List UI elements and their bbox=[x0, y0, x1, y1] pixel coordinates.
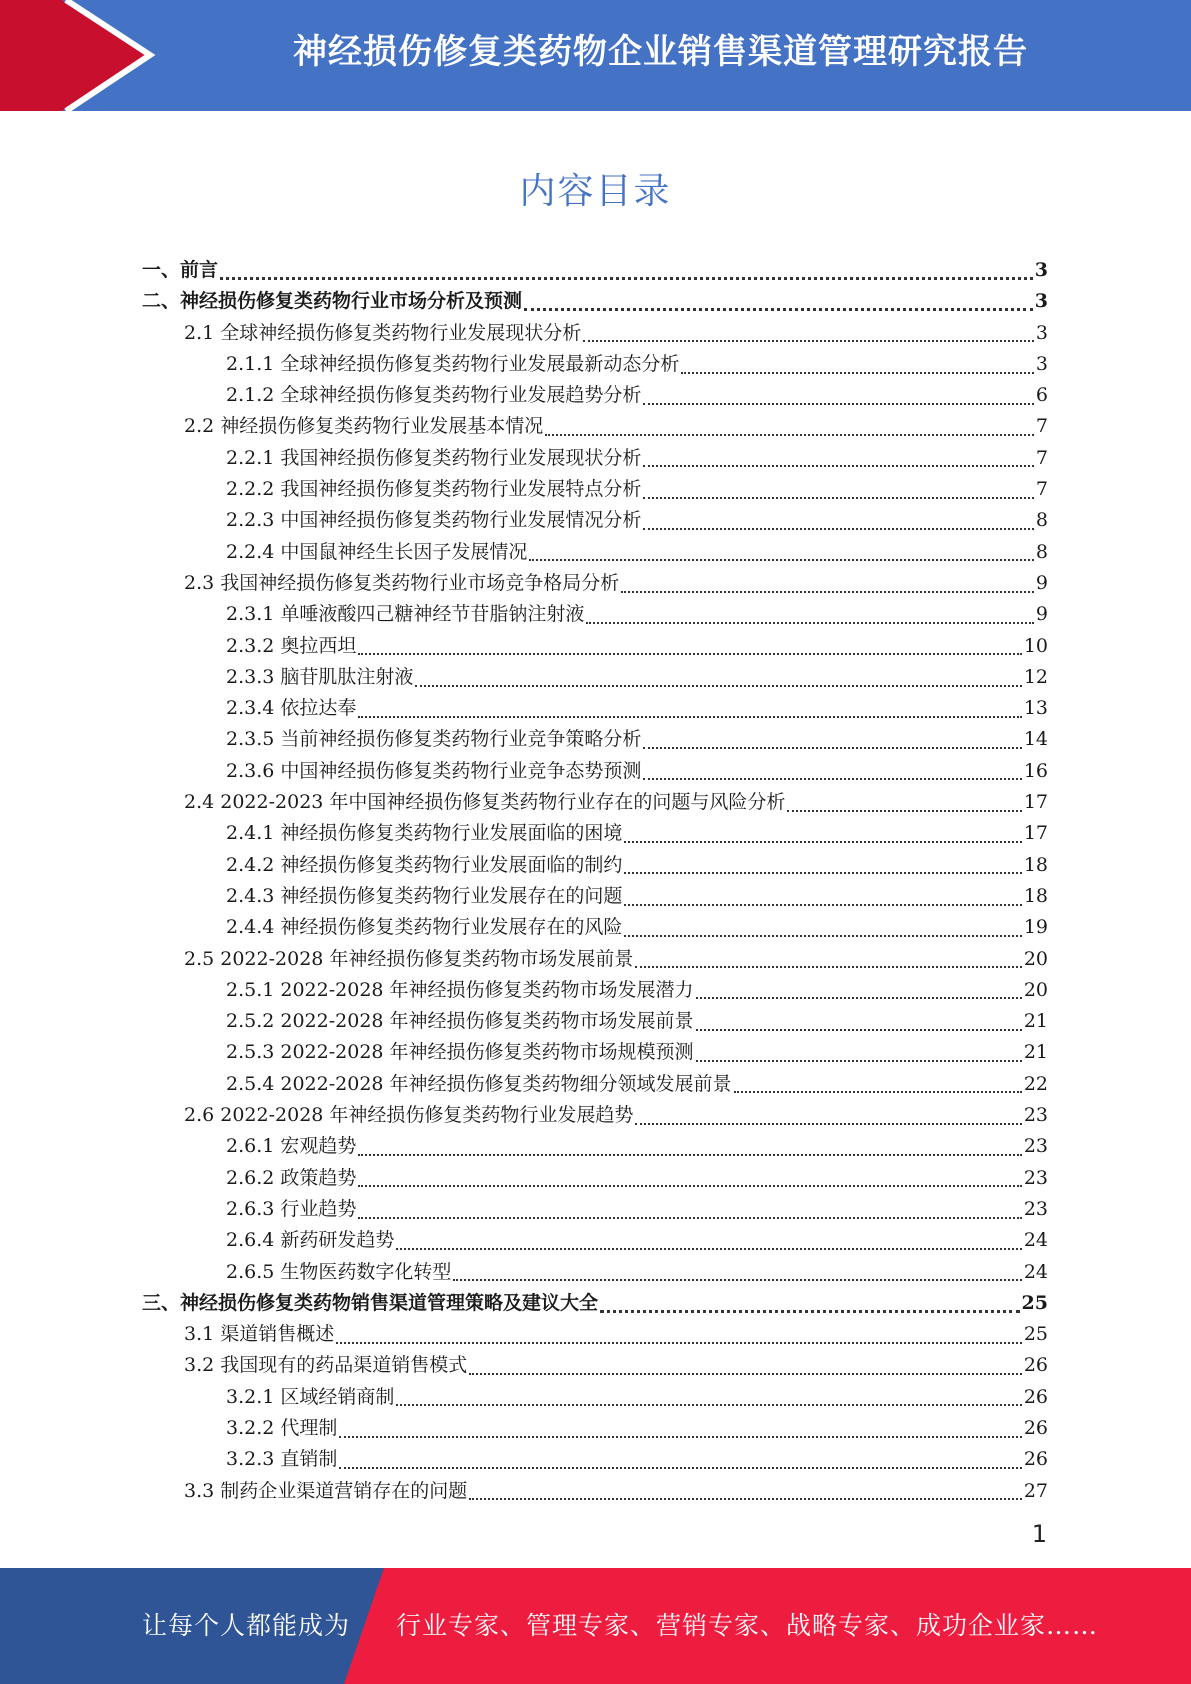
toc-entry[interactable] bbox=[142, 380, 1048, 411]
toc-entry-page: 3 bbox=[1035, 321, 1048, 344]
toc-entry-page: 25 bbox=[1023, 1323, 1048, 1346]
toc-entry-page: 19 bbox=[1023, 916, 1048, 939]
toc-leader-dots bbox=[635, 966, 1021, 968]
toc-entry-page: 3 bbox=[1034, 259, 1048, 281]
toc-leader-dots bbox=[621, 591, 1034, 593]
toc-entry-title: 2.1 全球神经损伤修复类药物行业发展现状分析 bbox=[184, 321, 582, 344]
toc-entry[interactable] bbox=[142, 1037, 1048, 1068]
toc-entry-title: 2.4.3 神经损伤修复类药物行业发展存在的问题 bbox=[226, 884, 623, 907]
table-of-contents bbox=[142, 255, 1048, 1507]
toc-entry-title: 2.5.1 2022-2028 年神经损伤修复类药物市场发展潜力 bbox=[226, 978, 694, 1001]
toc-entry[interactable] bbox=[142, 349, 1048, 380]
toc-leader-dots bbox=[336, 1342, 1022, 1344]
toc-entry-title: 2.1.1 全球神经损伤修复类药物行业发展最新动态分析 bbox=[226, 352, 680, 375]
toc-entry-page: 10 bbox=[1023, 634, 1048, 657]
toc-leader-dots bbox=[696, 997, 1022, 999]
toc-entry[interactable] bbox=[142, 787, 1048, 818]
toc-entry-page: 7 bbox=[1035, 446, 1048, 469]
toc-entry-title: 2.3 我国神经损伤修复类药物行业市场竞争格局分析 bbox=[184, 571, 620, 594]
toc-entry-title: 2.4.2 神经损伤修复类药物行业发展面临的制约 bbox=[226, 853, 623, 876]
toc-leader-dots bbox=[600, 1310, 1020, 1313]
toc-leader-dots bbox=[358, 1154, 1021, 1156]
toc-entry[interactable] bbox=[142, 1319, 1048, 1350]
toc-entry[interactable] bbox=[142, 850, 1048, 881]
toc-entry-page: 20 bbox=[1023, 947, 1048, 970]
toc-entry-page: 9 bbox=[1035, 571, 1048, 594]
toc-entry[interactable] bbox=[142, 1100, 1048, 1131]
toc-leader-dots bbox=[681, 372, 1034, 374]
toc-leader-dots bbox=[396, 1248, 1021, 1250]
toc-entry[interactable] bbox=[142, 724, 1048, 755]
toc-leader-dots bbox=[624, 904, 1021, 906]
toc-entry-page: 23 bbox=[1023, 1135, 1048, 1158]
toc-entry-title: 2.2.2 我国神经损伤修复类药物行业发展特点分析 bbox=[226, 478, 642, 501]
toc-entry-title: 2.6.3 行业趋势 bbox=[226, 1197, 357, 1220]
toc-leader-dots bbox=[696, 1029, 1022, 1031]
toc-entry-page: 26 bbox=[1023, 1416, 1048, 1439]
toc-entry-page: 8 bbox=[1035, 509, 1048, 532]
toc-leader-dots bbox=[586, 622, 1034, 624]
toc-entry-title: 2.5 2022-2028 年神经损伤修复类药物市场发展前景 bbox=[184, 947, 634, 970]
toc-entry-page: 18 bbox=[1023, 853, 1048, 876]
toc-entry[interactable] bbox=[142, 912, 1048, 943]
toc-leader-dots bbox=[358, 1217, 1021, 1219]
toc-entry-title: 3.1 渠道销售概述 bbox=[184, 1323, 335, 1346]
toc-leader-dots bbox=[524, 308, 1033, 311]
toc-entry[interactable] bbox=[142, 443, 1048, 474]
toc-entry-page: 17 bbox=[1023, 822, 1048, 845]
toc-entry-page: 9 bbox=[1035, 603, 1048, 626]
toc-entry-title: 2.5.2 2022-2028 年神经损伤修复类药物市场发展前景 bbox=[226, 1010, 694, 1033]
toc-leader-dots bbox=[624, 935, 1021, 937]
page-number: 1 bbox=[1031, 1520, 1047, 1548]
toc-entry[interactable] bbox=[142, 1382, 1048, 1413]
toc-entry[interactable] bbox=[142, 756, 1048, 787]
toc-entry-title: 3.2 我国现有的药品渠道销售模式 bbox=[184, 1354, 468, 1377]
toc-entry-title: 2.5.3 2022-2028 年神经损伤修复类药物市场规模预测 bbox=[226, 1041, 694, 1064]
toc-entry[interactable] bbox=[142, 818, 1048, 849]
toc-entry[interactable] bbox=[142, 631, 1048, 662]
toc-entry-title: 2.1.2 全球神经损伤修复类药物行业发展趋势分析 bbox=[226, 384, 642, 407]
toc-entry-page: 17 bbox=[1023, 791, 1048, 814]
toc-entry[interactable] bbox=[142, 505, 1048, 536]
toc-entry[interactable] bbox=[142, 537, 1048, 568]
report-title: 神经损伤修复类药物企业销售渠道管理研究报告 bbox=[293, 32, 1028, 72]
toc-entry[interactable] bbox=[142, 881, 1048, 912]
toc-entry-page: 13 bbox=[1023, 697, 1048, 720]
toc-entry[interactable] bbox=[142, 1069, 1048, 1100]
toc-entry-title: 三、神经损伤修复类药物销售渠道管理策略及建议大全 bbox=[142, 1291, 599, 1314]
header-arrow-icon bbox=[0, 0, 200, 111]
footer-slogan-left: 让每个人都能成为 bbox=[142, 1611, 351, 1640]
toc-heading: 内容目录 bbox=[519, 171, 672, 212]
toc-leader-dots bbox=[358, 716, 1021, 718]
toc-entry-page: 22 bbox=[1023, 1072, 1048, 1095]
footer-slogan-right: 行业专家、管理专家、营销专家、战略专家、成功企业家…… bbox=[396, 1611, 1099, 1640]
toc-leader-dots bbox=[220, 277, 1033, 280]
toc-leader-dots bbox=[787, 810, 1021, 812]
toc-leader-dots bbox=[453, 1279, 1021, 1281]
toc-entry-page: 14 bbox=[1023, 728, 1048, 751]
toc-entry-title: 2.3.1 单唾液酸四己糖神经节苷脂钠注射液 bbox=[226, 603, 585, 626]
toc-entry-title: 2.3.5 当前神经损伤修复类药物行业竞争策略分析 bbox=[226, 728, 642, 751]
toc-entry-title: 2.3.4 依拉达奉 bbox=[226, 697, 357, 720]
toc-entry-title: 3.2.3 直销制 bbox=[226, 1448, 338, 1471]
toc-entry[interactable] bbox=[142, 1476, 1048, 1507]
toc-entry-title: 3.2.2 代理制 bbox=[226, 1416, 338, 1439]
toc-leader-dots bbox=[643, 497, 1034, 499]
toc-entry-title: 一、前言 bbox=[142, 259, 219, 281]
toc-entry-title: 2.2.1 我国神经损伤修复类药物行业发展现状分析 bbox=[226, 446, 642, 469]
toc-entry-page: 26 bbox=[1023, 1448, 1048, 1471]
toc-entry-title: 2.4.4 神经损伤修复类药物行业发展存在的风险 bbox=[226, 916, 623, 939]
toc-entry[interactable] bbox=[142, 1131, 1048, 1162]
toc-leader-dots bbox=[358, 653, 1021, 655]
toc-entry-page: 8 bbox=[1035, 540, 1048, 563]
toc-entry-title: 2.6.2 政策趋势 bbox=[226, 1166, 357, 1189]
toc-entry[interactable] bbox=[142, 474, 1048, 505]
toc-entry-page: 23 bbox=[1023, 1104, 1048, 1127]
toc-leader-dots bbox=[529, 559, 1034, 561]
toc-entry-title: 2.3.6 中国神经损伤修复类药物行业竞争态势预测 bbox=[226, 759, 642, 782]
toc-entry-page: 24 bbox=[1023, 1260, 1048, 1283]
toc-entry[interactable] bbox=[142, 1006, 1048, 1037]
toc-entry-page: 20 bbox=[1023, 978, 1048, 1001]
toc-entry-page: 27 bbox=[1023, 1479, 1048, 1502]
toc-entry[interactable] bbox=[142, 693, 1048, 724]
toc-entry-page: 3 bbox=[1035, 352, 1048, 375]
toc-entry[interactable] bbox=[142, 1257, 1048, 1288]
toc-entry-page: 7 bbox=[1035, 415, 1048, 438]
toc-entry-page: 21 bbox=[1023, 1010, 1048, 1033]
toc-entry[interactable] bbox=[142, 286, 1048, 317]
toc-leader-dots bbox=[643, 747, 1021, 749]
toc-entry[interactable] bbox=[142, 1194, 1048, 1225]
toc-entry[interactable] bbox=[142, 599, 1048, 630]
toc-entry-title: 2.5.4 2022-2028 年神经损伤修复类药物细分领域发展前景 bbox=[226, 1072, 732, 1095]
toc-leader-dots bbox=[643, 778, 1021, 780]
toc-leader-dots bbox=[469, 1373, 1022, 1375]
toc-entry-title: 2.3.3 脑苷肌肽注射液 bbox=[226, 665, 414, 688]
toc-leader-dots bbox=[339, 1467, 1021, 1469]
toc-entry-title: 2.6 2022-2028 年神经损伤修复类药物行业发展趋势 bbox=[184, 1104, 634, 1127]
toc-entry[interactable] bbox=[142, 568, 1048, 599]
toc-leader-dots bbox=[624, 872, 1021, 874]
toc-leader-dots bbox=[696, 1060, 1022, 1062]
toc-entry-page: 16 bbox=[1023, 759, 1048, 782]
toc-entry-title: 2.4 2022-2023 年中国神经损伤修复类药物行业存在的问题与风险分析 bbox=[184, 791, 786, 814]
toc-entry[interactable] bbox=[142, 662, 1048, 693]
toc-entry-title: 2.6.4 新药研发趋势 bbox=[226, 1229, 395, 1252]
toc-entry-page: 21 bbox=[1023, 1041, 1048, 1064]
toc-entry[interactable] bbox=[142, 1288, 1048, 1319]
toc-entry-title: 3.3 制药企业渠道营销存在的问题 bbox=[184, 1479, 468, 1502]
toc-entry[interactable] bbox=[142, 411, 1048, 442]
footer-banner bbox=[0, 1568, 1191, 1684]
toc-entry-title: 2.3.2 奥拉西坦 bbox=[226, 634, 357, 657]
toc-entry-page: 24 bbox=[1023, 1229, 1048, 1252]
toc-leader-dots bbox=[635, 1123, 1021, 1125]
toc-entry-page: 26 bbox=[1023, 1354, 1048, 1377]
toc-leader-dots bbox=[734, 1091, 1022, 1093]
header-banner bbox=[0, 0, 1191, 111]
toc-leader-dots bbox=[643, 528, 1034, 530]
toc-leader-dots bbox=[583, 340, 1034, 342]
toc-entry-page: 12 bbox=[1023, 665, 1048, 688]
toc-leader-dots bbox=[396, 1404, 1021, 1406]
toc-entry-page: 23 bbox=[1023, 1197, 1048, 1220]
toc-entry-title: 2.4.1 神经损伤修复类药物行业发展面临的困境 bbox=[226, 822, 623, 845]
toc-entry-page: 25 bbox=[1021, 1291, 1048, 1314]
toc-entry[interactable] bbox=[142, 1163, 1048, 1194]
toc-entry-title: 3.2.1 区域经销商制 bbox=[226, 1385, 395, 1408]
toc-entry[interactable] bbox=[142, 318, 1048, 349]
toc-leader-dots bbox=[643, 465, 1034, 467]
toc-entry[interactable] bbox=[142, 1225, 1048, 1256]
toc-entry-page: 18 bbox=[1023, 884, 1048, 907]
toc-entry-title: 2.2.4 中国鼠神经生长因子发展情况 bbox=[226, 540, 528, 563]
toc-entry-title: 2.2.3 中国神经损伤修复类药物行业发展情况分析 bbox=[226, 509, 642, 532]
toc-leader-dots bbox=[624, 841, 1021, 843]
toc-entry-page: 3 bbox=[1034, 290, 1048, 313]
toc-leader-dots bbox=[643, 403, 1034, 405]
toc-entry-title: 二、神经损伤修复类药物行业市场分析及预测 bbox=[142, 290, 523, 313]
toc-entry[interactable] bbox=[142, 944, 1048, 975]
toc-leader-dots bbox=[469, 1498, 1022, 1500]
toc-entry-page: 7 bbox=[1035, 478, 1048, 501]
toc-leader-dots bbox=[358, 1185, 1021, 1187]
toc-leader-dots bbox=[339, 1436, 1021, 1438]
toc-entry-title: 2.6.5 生物医药数字化转型 bbox=[226, 1260, 452, 1283]
toc-entry-title: 2.2 神经损伤修复类药物行业发展基本情况 bbox=[184, 415, 544, 438]
toc-leader-dots bbox=[545, 434, 1034, 436]
toc-leader-dots bbox=[415, 685, 1021, 687]
toc-entry-title: 2.6.1 宏观趋势 bbox=[226, 1135, 357, 1158]
toc-entry[interactable] bbox=[142, 975, 1048, 1006]
toc-entry-page: 26 bbox=[1023, 1385, 1048, 1408]
toc-entry[interactable] bbox=[142, 1350, 1048, 1381]
toc-entry-page: 6 bbox=[1035, 384, 1048, 407]
toc-entry[interactable] bbox=[142, 1444, 1048, 1475]
toc-entry-page: 23 bbox=[1023, 1166, 1048, 1189]
toc-entry[interactable] bbox=[142, 255, 1048, 286]
toc-entry[interactable] bbox=[142, 1413, 1048, 1444]
